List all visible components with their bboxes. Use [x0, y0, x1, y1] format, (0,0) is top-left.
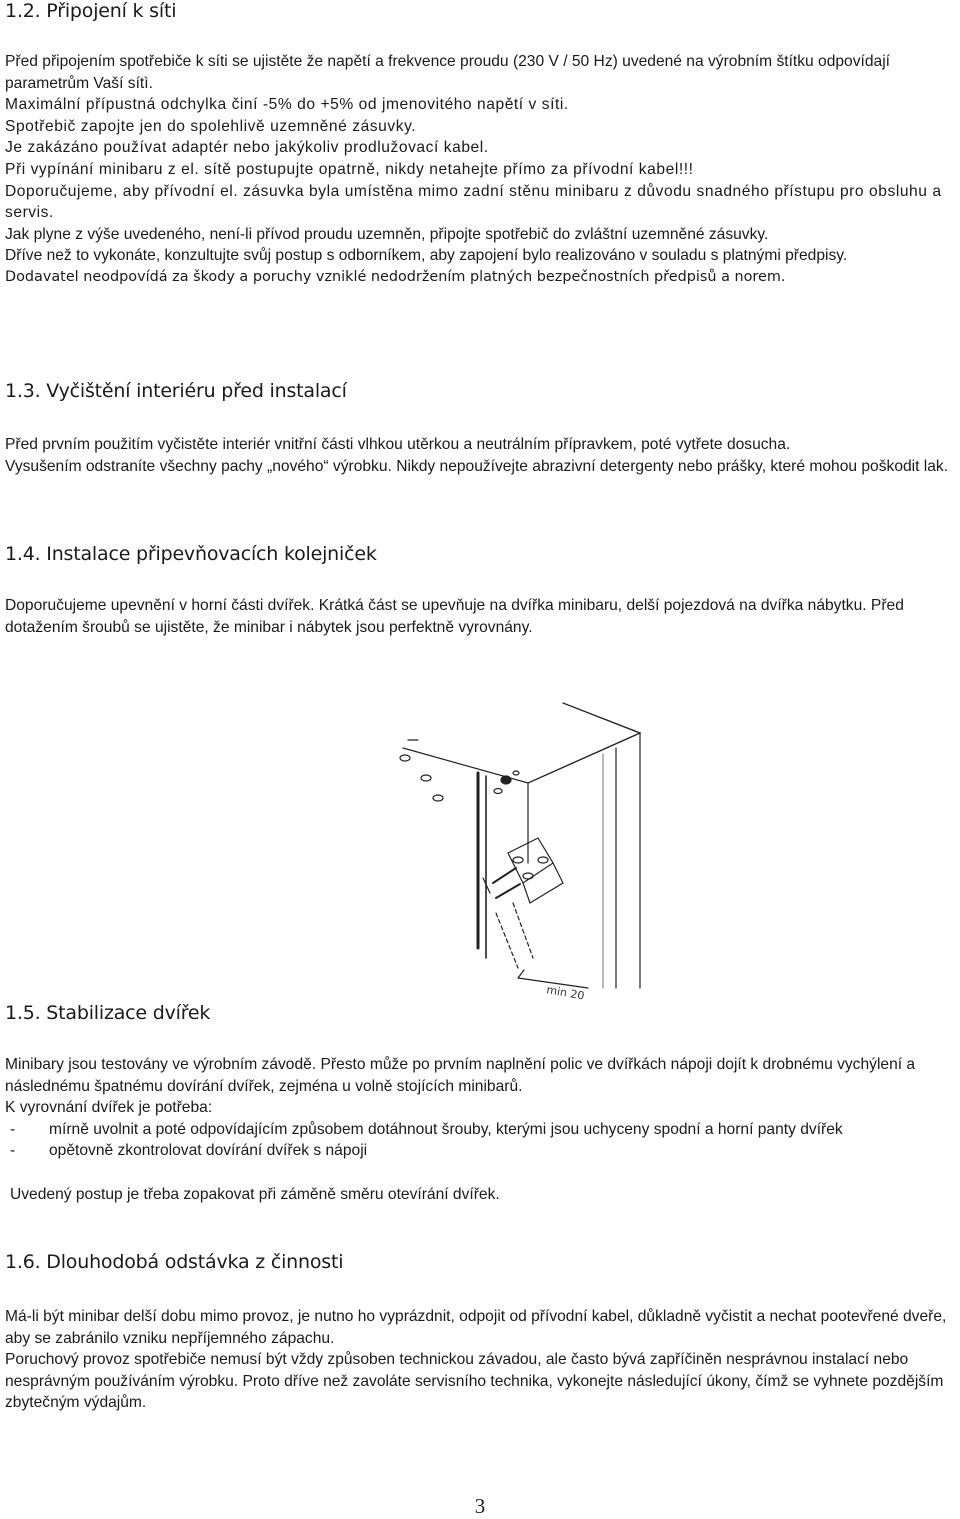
dimension-label: min 20	[545, 983, 586, 1003]
section-heading-door-stabilization: 1.5. Stabilizace dvířek	[5, 1002, 211, 1024]
note: Uvedený postup je třeba zopakovat při záměně směru otevírání dvířek.	[10, 1185, 500, 1203]
paragraph: Spotřebič zapojte jen do spolehlivě uzemněné zásuvky.	[5, 117, 417, 135]
section-heading-rails: 1.4. Instalace připevňovacích kolejniček	[5, 543, 377, 565]
paragraph: K vyrovnání dvířek je potřeba:	[5, 1099, 213, 1117]
paragraph: Maximální přípustná odchylka činí -5% do +5% od jmenovitého napětí v síti.	[5, 96, 569, 114]
paragraph: Před připojením spotřebiče k síti se ujistěte že napětí a frekvence proudu (230 V / 50 Hz) uvedené na výrobním štítku odpovídají parametrům Vaší sítì.	[5, 53, 890, 92]
section-body-cleaning	[5, 434, 960, 477]
paragraph: Je zakázáno používat adaptér nebo jakýkoliv prodlužovací kabel.	[5, 139, 489, 157]
paragraph: Dříve než to vykonáte, konzultujte svůj postup s odborníkem, aby zapojení bylo realizováno v souladu s platnými předpisy.	[5, 247, 848, 265]
paragraph: Jak plyne z výše uvedeného, není-li přívod proudu uzemněn, připojte spotřebič do zvláštní uzemněné zásuvky.	[5, 225, 769, 243]
list-item	[5, 1140, 960, 1162]
section-body-door-stabilization	[5, 1054, 960, 1206]
section-body-rails	[5, 595, 960, 638]
list-item	[5, 1119, 960, 1141]
paragraph: Minibary jsou testovány ve výrobním závodě. Přesto může po prvním naplnění polic ve dvířkách nápoji dojít k drobnému vychýlení a následnému špatnému dovírání dvířek, zejména u volně stojících minibarů.	[5, 1056, 916, 1095]
paragraph: Poruchový provoz spotřebiče nemusí být vždy způsoben technickou závadou, ale často bývá zapříčiněn nesprávnou instalací nebo nesprávným používáním výrobku. Proto dříve než zavoláte servisního technika, vykonejte následující úkony, čímž se vyhnete pozdějším zbytečným výdajům.	[5, 1351, 944, 1412]
section-heading-cleaning: 1.3. Vyčištění interiéru před instalací	[5, 380, 347, 402]
section-heading-connection: 1.2. Připojení k síti	[5, 0, 177, 22]
list-marker: -	[10, 1120, 16, 1138]
section-heading-long-term-shutdown: 1.6. Dlouhodobá odstávka z činnosti	[5, 1251, 344, 1273]
paragraph: Vysušením odstraníte všechny pachy „nového“ výrobku. Nikdy nepoužívejte abrazivní detergenty nebo prášky, které mohou poškodit lak.	[5, 457, 949, 475]
list-item-text: mírně uvolnit a poté odpovídajícím způsobem dotáhnout šrouby, kterými jsou uchyceny spodní a horní panty dvířek	[49, 1120, 843, 1138]
section-body-connection	[5, 51, 960, 289]
paragraph: Před prvním použitím vyčistěte interiér vnitřní části vlhkou utěrkou a neutrálním přípravkem, poté vytřete dosucha.	[5, 436, 791, 453]
list-marker: -	[10, 1142, 16, 1160]
paragraph: Má-li být minibar delší dobu mimo provoz, je nutno ho vyprázdnit, odpojit od přívodní kabel, důkladně vyčistit a nechat pootevřené dveře, aby se zabránilo vzniku nepříjemného zápachu.	[5, 1308, 947, 1347]
paragraph: Doporučujeme, aby přívodní el. zásuvka byla umístěna mimo zadní stěnu minibaru z důvodu snadného přístupu pro obsluhu a servis.	[5, 182, 942, 222]
rail-bracket-illustration	[378, 688, 648, 1008]
list-item-text: opětovně zkontrolovat dovírání dvířek s nápoji	[49, 1142, 368, 1160]
paragraph: Doporučujeme upevnění v horní části dvířek. Krátká část se upevňuje na dvířka minibaru, delší pojezdová na dvířka nábytku. Před dotažením šroubů se ujistěte, že minibar i nábytek jsou perfektně vyrovnány.	[5, 597, 904, 636]
page-number: 3	[474, 1494, 486, 1518]
paragraph: Dodavatel neodpovídá za škody a poruchy vzniklé nedodržením platných bezpečnostních předpisů a norem.	[5, 268, 786, 285]
paragraph: Při vypínání minibaru z el. sítě postupujte opatrně, nikdy netahejte přímo za přívodní kabel!!!	[5, 160, 694, 178]
section-body-long-term-shutdown	[5, 1306, 960, 1414]
